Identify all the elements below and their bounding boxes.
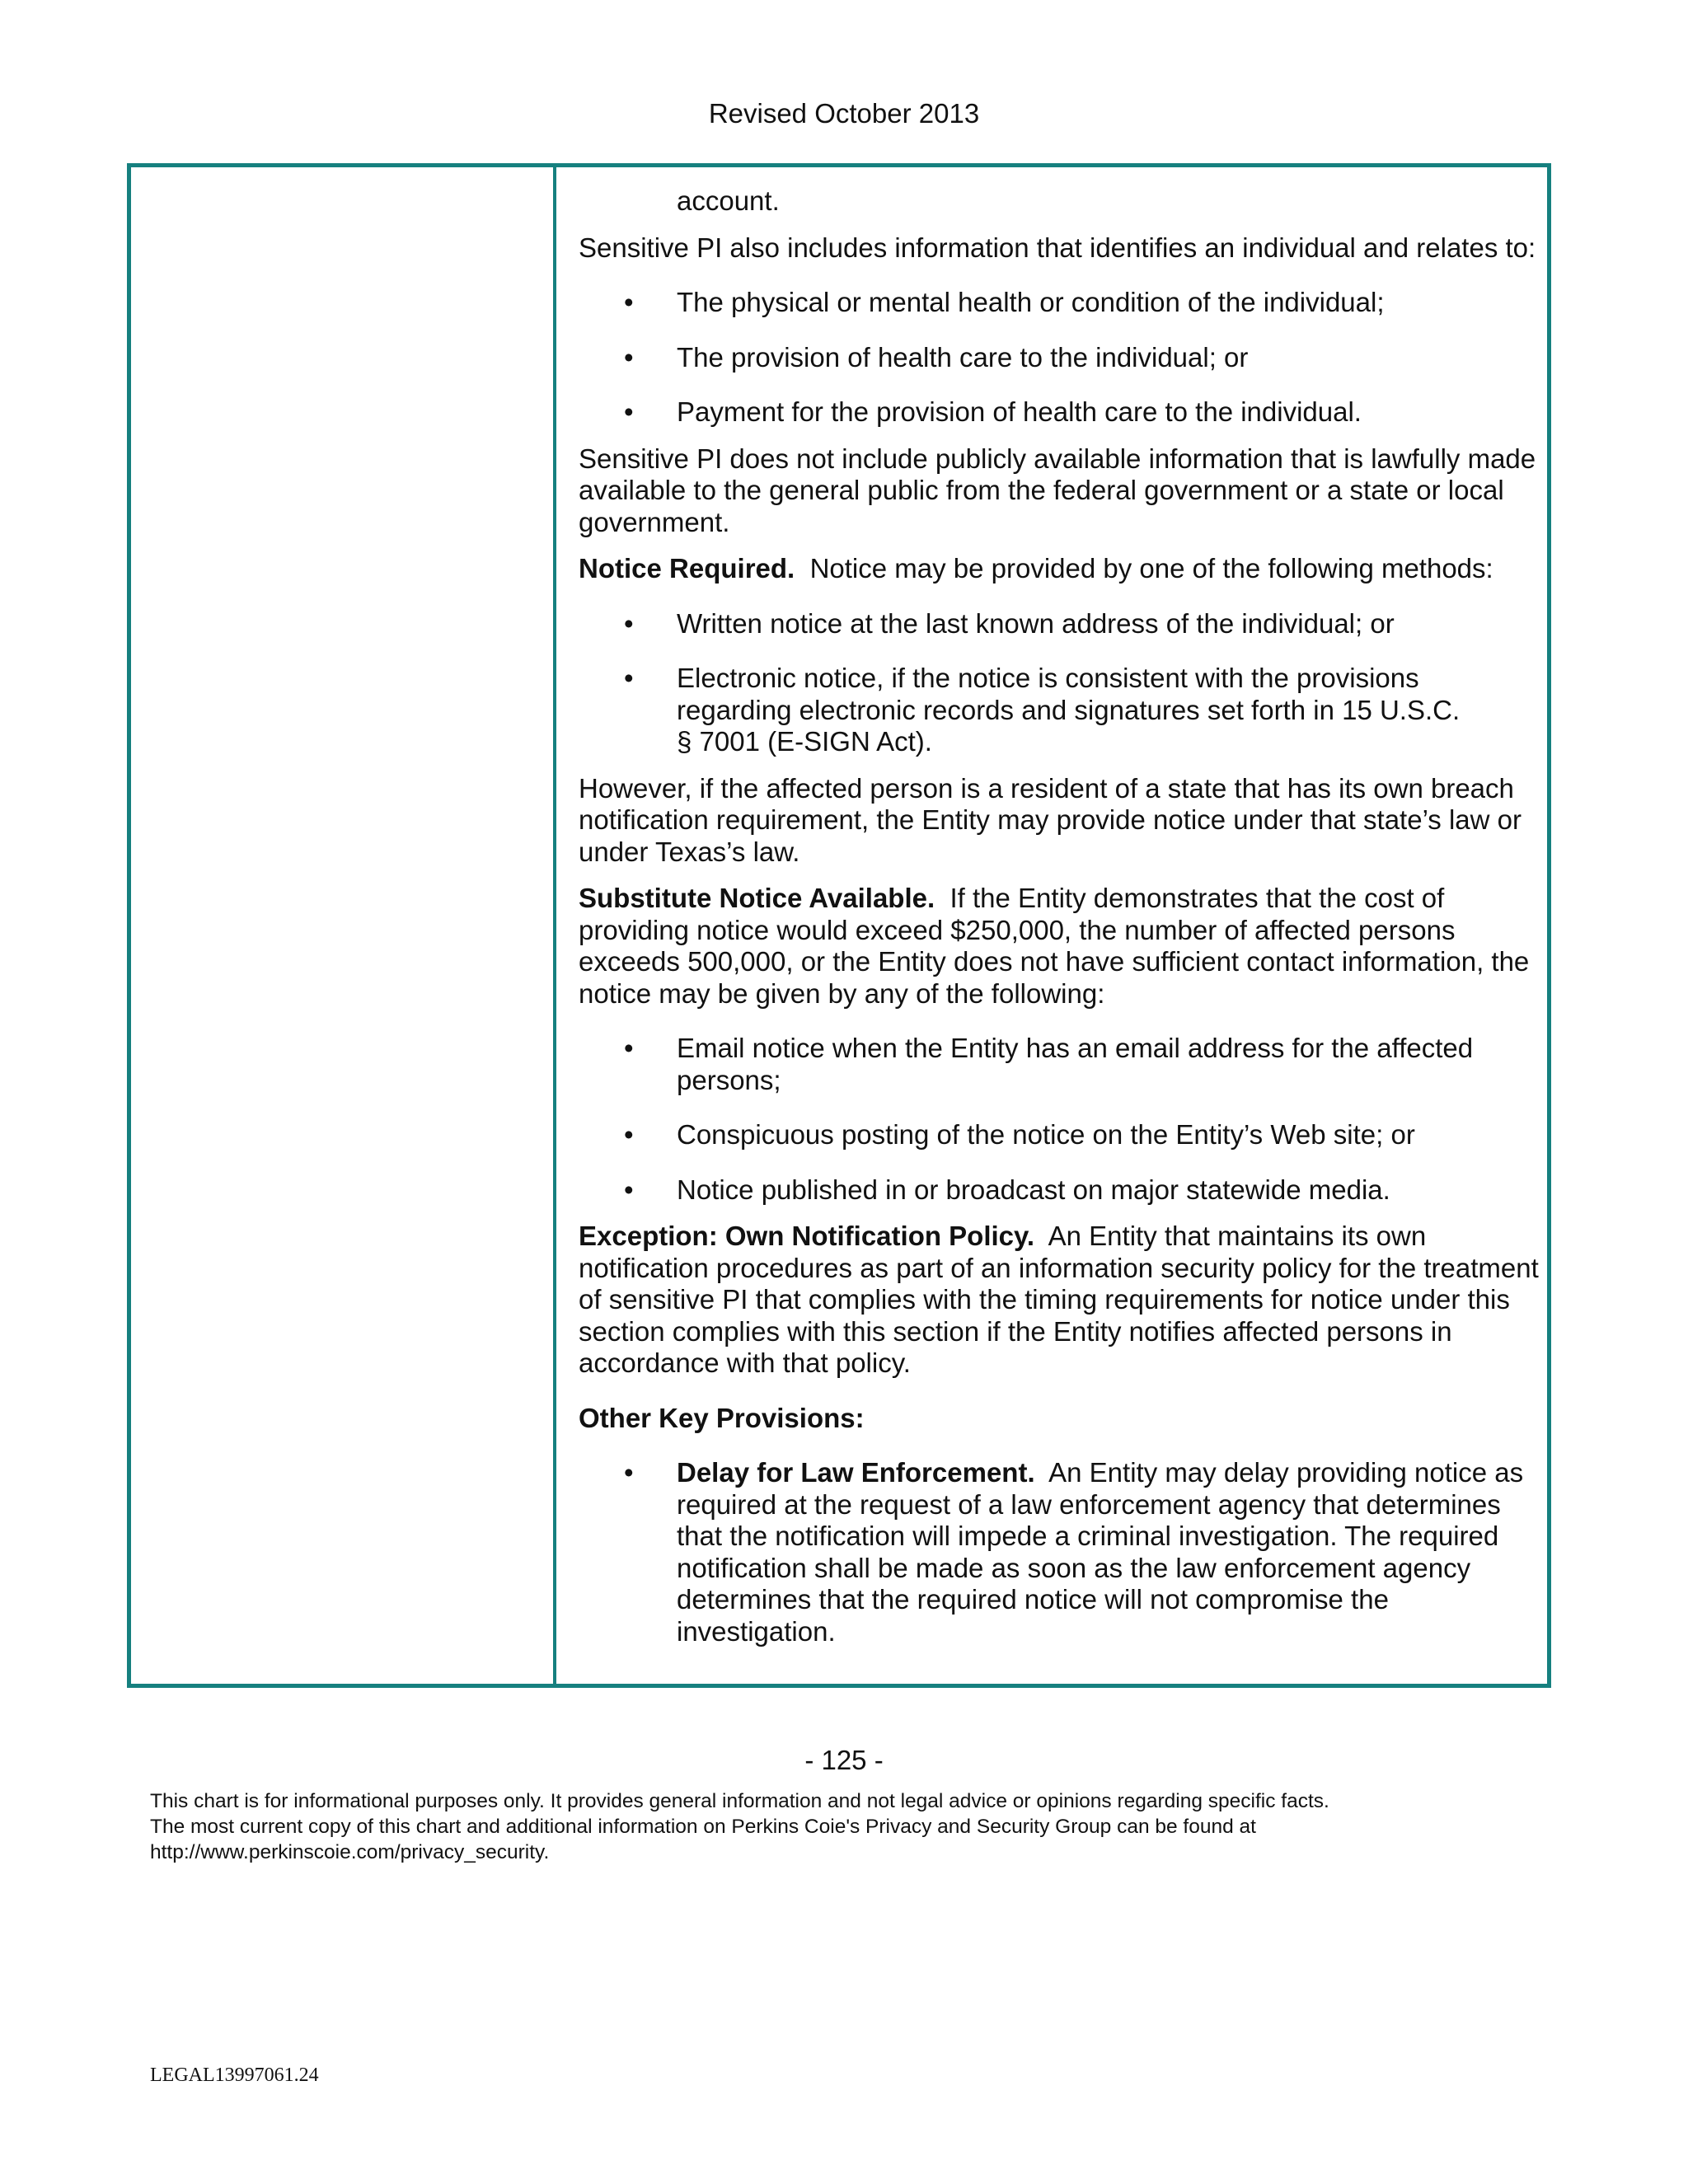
however-paragraph: However, if the affected person is a resident of a state that has its own breach notification requirement, the Entity may provide notice under that state’s law or under Texas’s law. — [579, 772, 1522, 867]
exclusion-paragraph: Sensitive PI does not include publicly available information that is lawfully made available to the general public from the federal government or a state or local government. — [579, 443, 1536, 537]
sensitive-pi-intro: Sensitive PI also includes information that identifies an individual and relates to: — [579, 232, 1536, 263]
bullet-icon: • — [624, 1457, 634, 1488]
list-item: • Electronic notice, if the notice is consistent with the provisions regarding electronic records and signatures set forth in 15 U.S.C. § 7001 (E-SIGN Act). — [624, 663, 1461, 757]
disclaimer-line: This chart is for informational purposes only. It provides general information and not legal advice or opinions regarding specific facts. — [150, 1790, 1329, 1812]
list-item: • Notice published in or broadcast on major statewide media. — [624, 1174, 1390, 1205]
list-item: • Written notice at the last known address of the individual; or — [624, 607, 1395, 639]
list-item: • Email notice when the Entity has an email address for the affected persons; — [624, 1033, 1474, 1095]
list-item: • Payment for the provision of health care to the individual. — [624, 396, 1362, 427]
list-item: • The physical or mental health or condition of the individual; — [624, 287, 1385, 317]
exception-paragraph: Exception: Own Notification Policy. An Entity that maintains its own notification procedures as part of an information security policy for the treatment of sensitive PI that complies with the timing requirements for notice under this section complies with this section if the Entity notifies affected persons in accordance with that policy. — [579, 1221, 1539, 1378]
bullet-icon: • — [624, 341, 634, 373]
section-heading: Exception: Own Notification Policy. — [579, 1221, 1035, 1251]
document-id: LEGAL13997061.24 — [150, 2064, 319, 2086]
table-content-cell — [579, 185, 1540, 1647]
disclaimer-link[interactable]: http://www.perkinscoie.com/privacy_security. — [150, 1841, 550, 1863]
bullet-icon: • — [624, 607, 634, 639]
bullet-icon: • — [624, 1033, 634, 1063]
section-heading: Delay for Law Enforcement. — [677, 1457, 1035, 1488]
section-heading: Substitute Notice Available. — [579, 883, 935, 913]
disclaimer-line: The most current copy of this chart and additional information on Perkins Coie's Privacy and Security Group can be found at — [150, 1816, 1256, 1838]
page-number: - 125 - — [804, 1745, 884, 1775]
other-provisions-heading: Other Key Provisions: — [579, 1402, 865, 1433]
bullet-icon: • — [624, 663, 634, 693]
section-heading: Notice Required. — [579, 553, 795, 583]
bullet-icon: • — [624, 287, 634, 317]
column-divider — [553, 167, 556, 1684]
substitute-notice-paragraph: Substitute Notice Available. If the Entity demonstrates that the cost of providing notice would exceed $250,000, the number of affected persons exceeds 500,000, or the Entity does not have sufficient contact information, the notice may be given by any of the following: — [579, 883, 1530, 1009]
bullet-icon: • — [624, 396, 634, 427]
revision-header: Revised October 2013 — [708, 98, 980, 129]
bullet-icon: • — [624, 1174, 634, 1205]
list-item: • Conspicuous posting of the notice on the Entity’s Web site; or — [624, 1119, 1415, 1150]
law-chart-table — [127, 163, 1551, 1688]
list-item: • The provision of health care to the individual; or — [624, 341, 1249, 373]
footer-disclaimer — [150, 1788, 1551, 1865]
continuation-text: account. — [677, 185, 780, 216]
bullet-icon: • — [624, 1119, 634, 1150]
list-item: • Delay for Law Enforcement. An Entity may delay providing notice as required at the request of a law enforcement agency that determines that the notification will impede a criminal investigation. The required notification shall be made as soon as the law enforcement agency determines that the required notice will not compromise the investigation. — [624, 1457, 1524, 1647]
notice-required-paragraph: Notice Required. Notice may be provided by one of the following methods: — [579, 553, 1493, 583]
